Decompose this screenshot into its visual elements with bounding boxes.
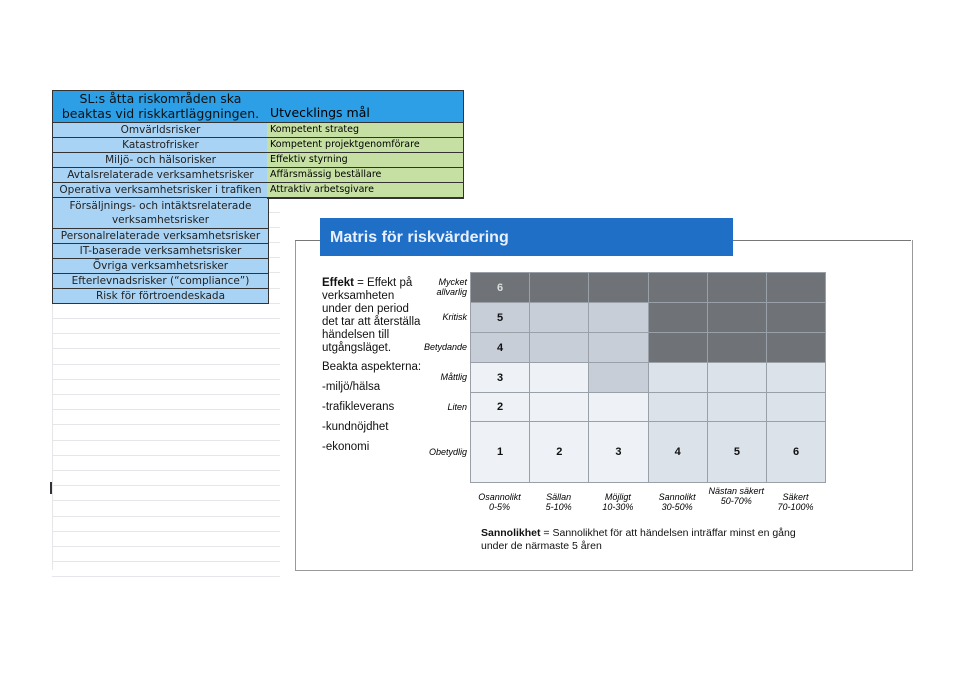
matrix-cell [766,272,826,303]
matrix-cell [588,362,648,393]
probability-description [481,527,821,553]
gridline-h [52,424,280,425]
effect-number: 3 [497,371,504,384]
matrix-cell [707,362,767,393]
gridline-h [52,440,280,441]
gridline-h [52,409,280,410]
risk-area-row: IT-baserade verksamhetsrisker [53,244,268,259]
development-goal-row: Kompetent projektgenomförare [267,138,463,153]
matrix-cell [707,302,767,333]
probability-range: 50-70% [720,496,752,506]
development-goal-row: Kompetent strateg [267,123,463,138]
gridline-h [52,546,280,547]
probability-name: Säkert [782,492,809,502]
risk-areas-table [52,90,269,304]
probability-level-label [529,492,588,512]
probability-name: Sällan [546,492,572,502]
effect-level-label: Betydande [423,342,467,352]
probability-name: Sannolikt [658,492,696,502]
effect-level-label: Liten [447,401,467,412]
risk-area-row: Operativa verksamhetsrisker i trafiken [53,183,268,198]
probability-number: 6 [793,446,800,458]
gridline-h [52,531,280,532]
sannolikhet-text: = Sannolikhet för att händelsen inträffar minst en gång under de närmaste 5 åren [481,527,796,552]
matrix-cell [648,272,708,303]
matrix-cell [707,272,767,303]
matrix-cell [470,392,530,422]
development-goal-row: Attraktiv arbetsgivare [267,183,463,198]
matrix-cell [470,302,530,333]
matrix-cell [470,272,530,303]
probability-range: 10-30% [602,502,634,512]
effect-number: 5 [497,311,504,324]
sannolikhet-label: Sannolikhet [481,527,541,539]
effect-number: 2 [497,401,504,413]
matrix-cell [588,332,648,363]
aspect-item: -ekonomi [322,441,370,453]
matrix-cell [766,362,826,393]
aspect-item: -trafikleverans [322,401,395,413]
gridline-h [52,348,280,349]
probability-level-label [588,492,647,512]
probability-level-label [707,486,766,506]
gridline-h [52,333,280,334]
gridline-h [52,318,280,319]
effect-description [322,277,422,454]
effect-number: 4 [497,341,504,354]
risk-area-row: Försäljnings- och intäktsrelaterade verksamhetsrisker [53,198,268,229]
aspect-item: -kundnöjdhet [322,421,389,433]
effect-level-label: Obetydlig [428,446,467,457]
risk-area-row: Övriga verksamhetsrisker [53,259,268,274]
matrix-cell [470,332,530,363]
probability-range: 0-5% [488,502,510,512]
probability-range: 70-100% [777,502,814,512]
effect-number: 1 [497,446,504,458]
gridline-h [52,364,280,365]
development-goal-row: Affärsmässig beställare [267,168,463,183]
matrix-cell [648,362,708,393]
gridline-h [52,394,280,395]
development-goals-header: Utvecklings mål [267,91,463,123]
matrix-cell [529,392,589,422]
matrix-cell [529,302,589,333]
matrix-cell [588,392,648,422]
risk-area-row: Katastrofrisker [53,138,268,153]
matrix-cell [470,362,530,393]
matrix-cell [648,392,708,422]
matrix-cell [766,302,826,333]
matrix-cell [529,362,589,393]
gridline-h [52,561,280,562]
matrix-cell [588,272,648,303]
gridline-h [52,500,280,501]
effekt-text: = Effekt på verksamheten under den period det tar att återställa händelsen till utgångsläget. [322,277,421,354]
aspect-item: -miljö/hälsa [322,381,381,393]
matrix-cell [707,392,767,422]
probability-level-label [648,492,707,512]
gridline-h [52,455,280,456]
gridline-h [52,576,280,577]
probability-name: Nästan säkert [708,486,765,496]
matrix-cell [648,421,708,483]
cursor-mark [50,482,52,494]
gridline-h [52,470,280,471]
probability-level-label [470,492,529,512]
probability-name: Möjligt [604,492,631,502]
effect-level-label: Måttlig [440,372,467,382]
matrix-cell [766,392,826,422]
effect-level-label: Kritisk [442,312,467,322]
matrix-cell [766,332,826,363]
beakta-text: Beakta aspekterna: [322,361,422,373]
gridline-h [52,485,280,486]
matrix-cell [470,421,530,483]
risk-area-row: Efterlevnadsrisker (“compliance”) [53,274,268,289]
risk-area-row: Avtalsrelaterade verksamhetsrisker [53,168,268,183]
effekt-label: Effekt [322,277,354,289]
effect-number: 6 [497,281,504,294]
matrix-title: Matris för riskvärdering [320,218,733,256]
gridline-h [52,379,280,380]
probability-range: 30-50% [661,502,693,512]
matrix-cell [648,332,708,363]
development-goal-row: Effektiv styrning [267,153,463,168]
risk-area-row: Omvärldsrisker [53,123,268,138]
probability-level-label [766,492,825,512]
risk-area-row: Personalrelaterade verksamhetsrisker [53,229,268,244]
matrix-cell [707,332,767,363]
risk-areas-header: SL:s åtta riskområden ska beaktas vid riskkartläggningen. [53,91,268,123]
matrix-cell [766,421,826,483]
gridline-h [52,516,280,517]
matrix-cell [648,302,708,333]
probability-name: Osannolikt [478,492,521,502]
probability-number: 2 [556,446,563,458]
matrix-cell [588,302,648,333]
probability-number: 3 [615,446,622,458]
matrix-cell [588,421,648,483]
risk-area-row: Miljö- och hälsorisker [53,153,268,168]
probability-range: 5-10% [545,502,572,512]
matrix-cell [529,332,589,363]
development-goals-table [267,90,464,199]
probability-number: 5 [733,446,740,458]
probability-number: 4 [674,446,681,458]
effect-level-label: Mycket allvarlig [436,277,467,297]
matrix-cell [529,421,589,483]
risk-area-row: Risk för förtroendeskada [53,289,268,303]
matrix-cell [529,272,589,303]
matrix-cell [707,421,767,483]
